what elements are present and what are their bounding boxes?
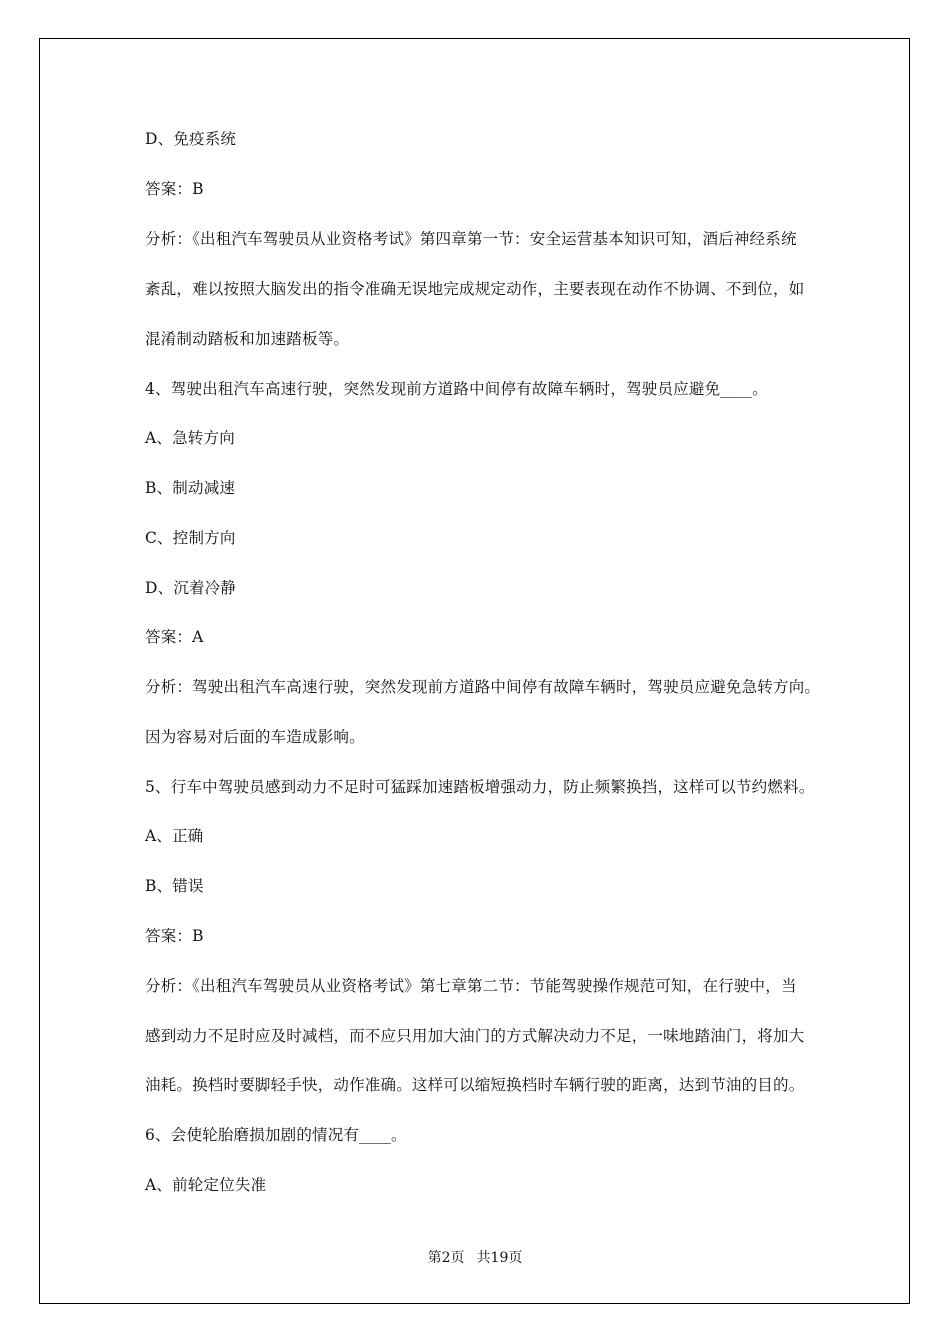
text-line: 紊乱，难以按照大脑发出的指令准确无误地完成规定动作，主要表现在动作不协调、不到位，如: [145, 280, 805, 298]
analysis: 因为容易对后面的车造成影响。: [145, 728, 365, 746]
option-b: B、错误: [145, 877, 204, 895]
analysis: 油耗。换档时要脚轻手快，动作准确。这样可以缩短换档时车辆行驶的距离，达到节油的目的。: [145, 1076, 805, 1094]
question-text: 4、驾驶出租汽车高速行驶，突然发现前方道路中间停有故障车辆时，驾驶员应避免____。: [145, 380, 768, 398]
question-text: 5、行车中驾驶员感到动力不足时可猛踩加速踏板增强动力，防止频繁换挡，这样可以节约燃料。: [145, 778, 815, 796]
analysis: 感到动力不足时应及时减档，而不应只用加大油门的方式解决动力不足，一味地踏油门，将加大: [145, 1027, 805, 1045]
analysis: 分析：《出租汽车驾驶员从业资格考试》第七章第二节：节能驾驶操作规范可知，在行驶中，当: [145, 977, 797, 995]
text-line: 答案：B: [145, 180, 204, 198]
option-a: A、正确: [145, 827, 204, 845]
text-line: 分析：《出租汽车驾驶员从业资格考试》第四章第一节：安全运营基本知识可知，酒后神经系统: [145, 230, 797, 248]
option-c: C、控制方向: [145, 529, 236, 547]
analysis: 分析：驾驶出租汽车高速行驶，突然发现前方道路中间停有故障车辆时，驾驶员应避免急转方向。: [145, 678, 821, 696]
question-text: 6、会使轮胎磨损加剧的情况有____。: [145, 1126, 407, 1144]
page-number: 第2页: [427, 1250, 465, 1266]
text-line: 混淆制动踏板和加速踏板等。: [145, 330, 350, 348]
answer: 答案：B: [145, 927, 204, 945]
answer: 答案：A: [145, 628, 204, 646]
page-frame: [39, 38, 910, 1304]
text-line: D、免疫系统: [145, 130, 237, 148]
page-footer: [0, 1249, 950, 1267]
page-total: 共19页: [476, 1250, 523, 1266]
option-a: A、急转方向: [145, 429, 235, 447]
option-b: B、制动减速: [145, 479, 236, 497]
option-d: D、沉着冷静: [145, 579, 237, 597]
option-a: A、前轮定位失准: [145, 1176, 267, 1194]
